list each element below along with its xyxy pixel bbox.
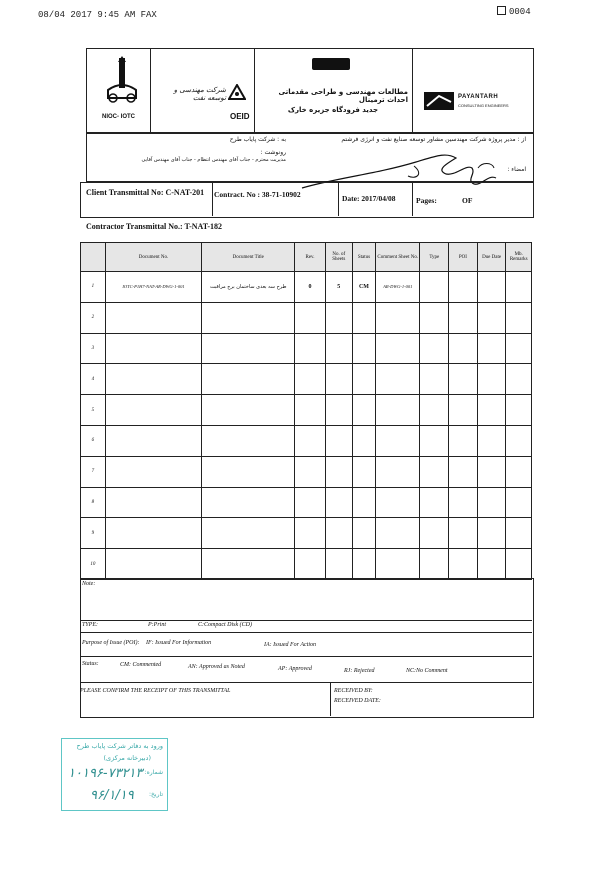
contractor-sub: CONSULTING ENGINEERS <box>458 103 509 108</box>
row-remarks <box>506 302 532 333</box>
col-header-remarks: Mb. Remarks <box>506 243 532 272</box>
col-header-comment-sheet: Comment Sheet No. <box>376 243 420 272</box>
table-row <box>81 487 532 518</box>
fax-header-left: 08/04 2017 9:45 AM FAX <box>38 10 157 20</box>
row-remarks <box>506 425 532 456</box>
table-row <box>81 425 532 456</box>
status-cm: CM: Commented <box>120 662 162 668</box>
pages-of: OF <box>462 196 473 205</box>
contractor-transmittal-no: Contractor Transmittal No.: T-NAT-182 <box>86 222 222 231</box>
row-title <box>202 333 295 364</box>
row-doc-no: IOTC-P1H7-NAT-AR-DWG-1-001 <box>105 272 202 303</box>
row-comment-sheet <box>376 456 420 487</box>
stamp-number-label: شماره: <box>144 769 163 776</box>
row-rev <box>295 302 326 333</box>
pages-label: Pages: <box>416 196 437 205</box>
col-header-status: Status <box>352 243 375 272</box>
table-row <box>81 549 532 580</box>
status-label: Status: <box>82 661 99 667</box>
row-title <box>202 549 295 580</box>
row-doc-no <box>105 302 202 333</box>
row-doc-no <box>105 364 202 395</box>
received-by-label: RECEIVED BY: <box>334 688 373 694</box>
col-header-title: Document Title <box>202 243 295 272</box>
row-rev: 0 <box>295 272 326 303</box>
row-sheets <box>325 302 352 333</box>
type-label: TYPE: <box>82 622 99 628</box>
row-index: 3 <box>81 333 106 364</box>
row-status <box>352 333 375 364</box>
row-title: طرح سه بعدی ساختمان برج مراقبت <box>202 272 295 303</box>
row-doc-no <box>105 395 202 426</box>
row-type <box>420 549 449 580</box>
col-header-sheets: No. of Sheets <box>325 243 352 272</box>
row-comment-sheet <box>376 518 420 549</box>
contract-no: Contract. No : 38-71-10902 <box>214 190 301 199</box>
row-status <box>352 487 375 518</box>
row-type <box>420 487 449 518</box>
row-doc-no <box>105 456 202 487</box>
received-date-label: RECEIVED DATE: <box>334 698 381 704</box>
row-due-date <box>477 425 506 456</box>
note-label: Note: <box>82 581 96 587</box>
project-subtitle: جدید فرودگاه جزیره خارک <box>287 106 378 114</box>
row-type <box>420 333 449 364</box>
row-sheets <box>325 425 352 456</box>
col-header-type: Type <box>420 243 449 272</box>
status-rj: RJ: Rejected <box>344 668 375 674</box>
stamp-line-2: (دبیرخانه مرکزی) <box>103 754 151 762</box>
row-remarks <box>506 333 532 364</box>
stamp-date: ۹۶/۱/۱۹ <box>90 788 134 803</box>
row-due-date <box>477 549 506 580</box>
row-remarks <box>506 487 532 518</box>
row-index: 1 <box>81 272 106 303</box>
cc-line: مدیریت محترم - جناب آقای مهندس انتظام - جناب آقای مهندس آقایی <box>141 157 286 163</box>
row-poi <box>449 395 478 426</box>
type-cd: C:Compact Disk (CD) <box>198 622 252 628</box>
documents-table <box>80 242 532 580</box>
row-remarks <box>506 364 532 395</box>
row-due-date <box>477 364 506 395</box>
oeid-label: OEID <box>230 112 250 121</box>
table-row <box>81 364 532 395</box>
type-print: P:Print <box>148 622 166 628</box>
row-poi <box>449 518 478 549</box>
row-title <box>202 395 295 426</box>
status-nc: NC:No Comment <box>406 668 448 674</box>
row-comment-sheet <box>376 395 420 426</box>
row-comment-sheet <box>376 425 420 456</box>
row-due-date <box>477 518 506 549</box>
cc-label: رونوشت : <box>260 149 286 156</box>
row-sheets <box>325 518 352 549</box>
row-index: 8 <box>81 487 106 518</box>
row-rev <box>295 487 326 518</box>
contractor-name: PAYANTARH <box>458 94 499 100</box>
table-row <box>81 456 532 487</box>
row-type <box>420 364 449 395</box>
table-row <box>81 518 532 549</box>
row-poi <box>449 302 478 333</box>
row-due-date <box>477 272 506 303</box>
row-title <box>202 364 295 395</box>
row-remarks <box>506 549 532 580</box>
stamp-number: ۱۰۱۹۶-۷۳۲۱۳ <box>68 766 143 781</box>
row-rev <box>295 456 326 487</box>
row-due-date <box>477 395 506 426</box>
row-status <box>352 302 375 333</box>
row-remarks <box>506 518 532 549</box>
row-rev <box>295 364 326 395</box>
to-line: به : شرکت پایاب طرح <box>229 136 286 143</box>
row-index: 2 <box>81 302 106 333</box>
row-index: 10 <box>81 549 106 580</box>
row-rev <box>295 518 326 549</box>
table-row <box>81 302 532 333</box>
row-due-date <box>477 456 506 487</box>
row-comment-sheet <box>376 302 420 333</box>
table-row <box>81 272 532 303</box>
footer-box <box>80 578 534 718</box>
purpose-if: IF: Issued For Information <box>146 640 212 646</box>
row-type <box>420 518 449 549</box>
row-rev <box>295 425 326 456</box>
oeid-logo <box>228 84 246 105</box>
row-status: CM <box>352 272 375 303</box>
row-title <box>202 487 295 518</box>
transmittal-date: Date: 2017/04/08 <box>342 194 396 203</box>
row-due-date <box>477 487 506 518</box>
purpose-label: Purpose of Issue (POI): <box>82 640 140 646</box>
row-poi <box>449 487 478 518</box>
row-comment-sheet: AR-DWG-1-001 <box>376 272 420 303</box>
row-doc-no <box>105 518 202 549</box>
stamp-line-1: ورود به دفاتر شرکت پایاب طرح <box>76 742 163 750</box>
fax-icon <box>497 6 506 15</box>
fax-page-number: 0004 <box>509 7 531 17</box>
row-due-date <box>477 333 506 364</box>
row-status <box>352 518 375 549</box>
nioc-label: NIOC- IOTC <box>102 114 135 120</box>
col-header-index <box>81 243 106 272</box>
fax-header-right <box>497 6 531 17</box>
row-remarks <box>506 395 532 426</box>
row-index: 9 <box>81 518 106 549</box>
nioc-logo <box>104 56 140 106</box>
row-type <box>420 302 449 333</box>
row-status <box>352 549 375 580</box>
row-type <box>420 425 449 456</box>
sign-label: امضاء : <box>507 166 526 173</box>
row-poi <box>449 272 478 303</box>
row-doc-no <box>105 425 202 456</box>
row-index: 5 <box>81 395 106 426</box>
row-rev <box>295 395 326 426</box>
row-comment-sheet <box>376 487 420 518</box>
row-rev <box>295 549 326 580</box>
table-header-row <box>81 243 532 272</box>
row-type <box>420 456 449 487</box>
row-title <box>202 425 295 456</box>
row-title <box>202 456 295 487</box>
table-row <box>81 333 532 364</box>
header-black-tab <box>312 58 350 70</box>
row-comment-sheet <box>376 333 420 364</box>
col-header-rev: Rev. <box>295 243 326 272</box>
col-header-poi: POI <box>449 243 478 272</box>
row-type <box>420 272 449 303</box>
row-sheets <box>325 395 352 426</box>
row-status <box>352 456 375 487</box>
row-title <box>202 302 295 333</box>
col-header-doc-no: Document No. <box>105 243 202 272</box>
row-due-date <box>477 302 506 333</box>
row-comment-sheet <box>376 549 420 580</box>
row-type <box>420 395 449 426</box>
col-header-due-date: Due Date <box>477 243 506 272</box>
row-remarks <box>506 272 532 303</box>
table-row <box>81 395 532 426</box>
status-an: AN: Approved as Noted <box>188 664 245 670</box>
received-stamp <box>61 738 168 811</box>
payantarh-logo-icon <box>424 92 454 110</box>
row-sheets <box>325 333 352 364</box>
row-rev <box>295 333 326 364</box>
row-index: 7 <box>81 456 106 487</box>
row-title <box>202 518 295 549</box>
row-poi <box>449 549 478 580</box>
row-sheets <box>325 456 352 487</box>
row-sheets: 5 <box>325 272 352 303</box>
row-remarks <box>506 456 532 487</box>
row-sheets <box>325 487 352 518</box>
row-poi <box>449 456 478 487</box>
row-index: 6 <box>81 425 106 456</box>
project-title: مطالعات مهندسی و طراحی مقدماتی احداث ترمینال <box>278 88 408 104</box>
row-doc-no <box>105 549 202 580</box>
row-index: 4 <box>81 364 106 395</box>
client-transmittal-no: Client Transmittal No: C-NAT-201 <box>86 188 205 197</box>
confirm-receipt-text: PLEASE CONFIRM THE RECEIPT OF THIS TRANSMITTAL <box>80 688 231 694</box>
oeid-company-name: شرکت مهندسی و توسعه نفت <box>173 86 226 102</box>
row-status <box>352 395 375 426</box>
row-doc-no <box>105 333 202 364</box>
row-poi <box>449 425 478 456</box>
row-doc-no <box>105 487 202 518</box>
status-ap: AP: Approved <box>278 666 312 672</box>
row-status <box>352 425 375 456</box>
row-poi <box>449 333 478 364</box>
from-line: از : مدیر پروژه شرکت مهندسین مشاور توسعه صنایع نفت و انرژی فرشتم <box>341 136 526 143</box>
stamp-date-label: تاریخ: <box>149 791 163 798</box>
purpose-ia: IA: Issued For Action <box>264 642 317 648</box>
row-sheets <box>325 364 352 395</box>
row-poi <box>449 364 478 395</box>
row-comment-sheet <box>376 364 420 395</box>
row-status <box>352 364 375 395</box>
row-sheets <box>325 549 352 580</box>
